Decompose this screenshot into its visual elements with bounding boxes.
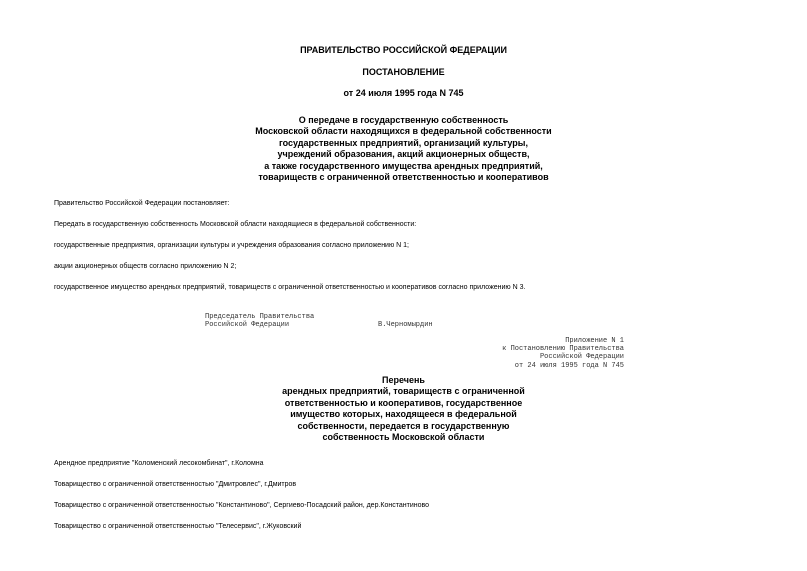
appendix-header-line: Российской Федерации: [539, 353, 624, 362]
list-title: [0, 375, 807, 443]
body-paragraph: акции акционерных обществ согласно приложению N 2;: [54, 263, 237, 270]
list-title-line: арендных предприятий, товариществ с ограниченной: [282, 386, 525, 397]
body-paragraph: Правительство Российской Федерации постановляет:: [54, 200, 230, 207]
list-title-line: собственности, передается в государственную: [297, 420, 510, 431]
title-line: учреждений образования, акций акционерных обществ,: [277, 149, 530, 160]
appendix-header-line: к Постановлению Правительства: [502, 345, 624, 354]
title-line: а также государственного имущества арендных предприятий,: [264, 160, 543, 171]
body-paragraph: государственные предприятия, организации культуры и учреждения образования согласно приложению N 1;: [54, 242, 410, 249]
government-heading: ПРАВИТЕЛЬСТВО РОССИЙСКОЙ ФЕДЕРАЦИИ: [300, 45, 507, 55]
document-date-number: от 24 июля 1995 года N 745: [343, 88, 464, 98]
list-item: Товарищество с ограниченной ответственностью "Телесервис", г.Жуковский: [54, 523, 302, 530]
title-line: Московской области находящихся в федеральной собственности: [255, 126, 552, 137]
title-line: государственных предприятий, организаций культуры,: [279, 137, 528, 148]
signature-position-line1: Председатель Правительства: [205, 313, 315, 321]
list-title-line: собственность Московской области: [322, 432, 485, 443]
title-line: товариществ с ограниченной ответственностью и кооперативов: [258, 172, 549, 183]
title-line: О передаче в государственную собственность: [298, 115, 509, 125]
signature-name: В.Черномырдин: [378, 321, 433, 329]
appendix-header-line: Приложение N 1: [565, 337, 624, 345]
appendix-header-line: от 24 июля 1995 года N 745: [514, 361, 624, 370]
body-paragraph: Передать в государственную собственность Московской области находящиеся в федеральной собственности:: [54, 221, 417, 228]
list-item: Товарищество с ограниченной ответственностью "Константиново", Сергиево-Посадский район, дер.Константиново: [54, 502, 430, 509]
document-title: [0, 115, 807, 183]
appendix-header: [502, 337, 624, 370]
list-item: Товарищество с ограниченной ответственностью "Дмитровлес", г.Дмитров: [54, 481, 297, 488]
list-title-line: имущество которых, находящееся в федеральной: [290, 409, 517, 420]
document-type-heading: ПОСТАНОВЛЕНИЕ: [362, 67, 445, 77]
list-title-line: Перечень: [382, 375, 425, 385]
body-paragraph: государственное имущество арендных предприятий, товариществ с ограниченной ответственностью и кооперативов согласно приложению N 3.: [54, 284, 526, 291]
signature-position-line2: Российской Федерации: [205, 321, 290, 329]
list-item: Арендное предприятие "Коломенский лесокомбинат", г.Коломна: [54, 460, 264, 467]
list-title-line: ответственностью и кооперативов, государственное: [284, 397, 523, 408]
